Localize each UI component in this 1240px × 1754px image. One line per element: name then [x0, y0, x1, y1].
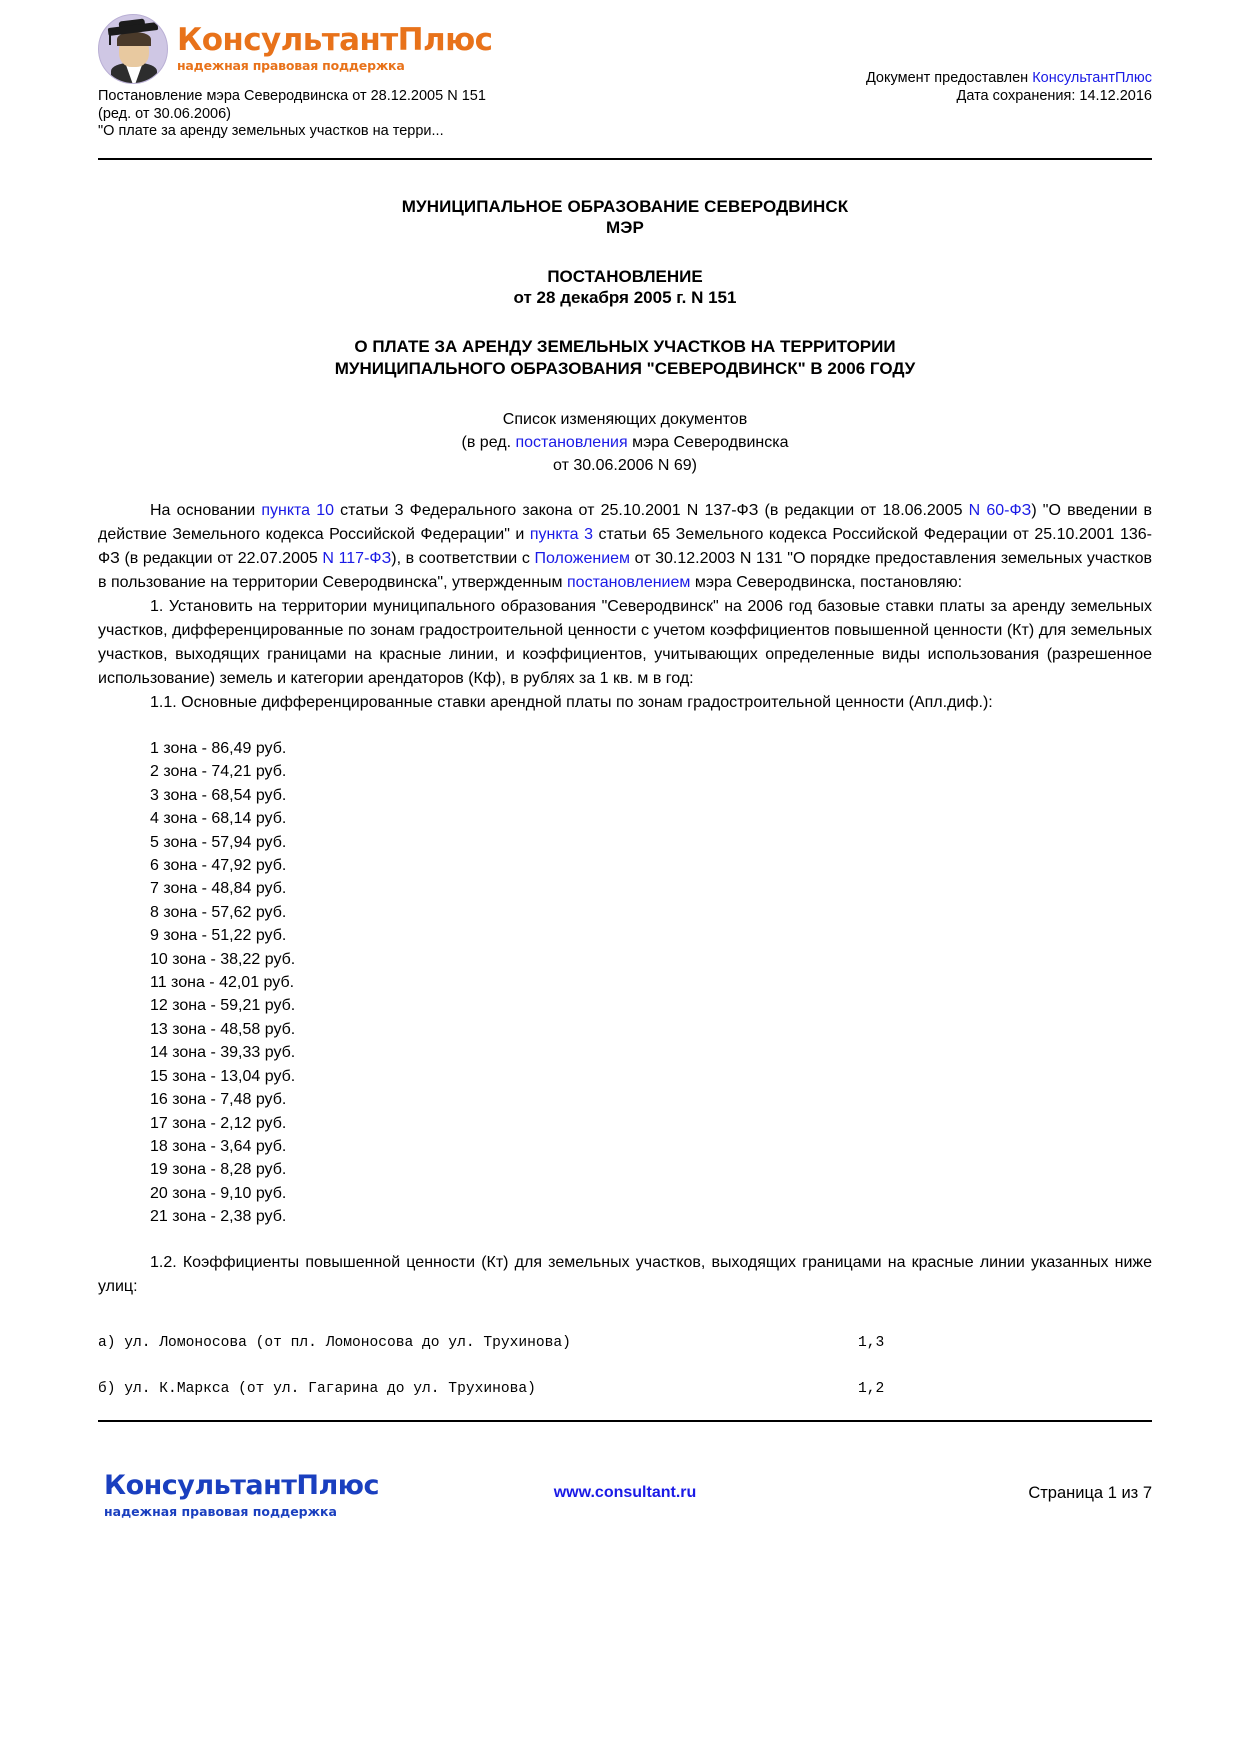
- consultant-plus-logo-icon: [98, 14, 168, 84]
- document-subject: [98, 336, 1152, 380]
- document-type: ПОСТАНОВЛЕНИЕ: [547, 267, 703, 286]
- document-reference: [98, 88, 718, 141]
- link-postanovleniem[interactable]: постановлением: [567, 574, 691, 591]
- zone-rate-item: 10 зона - 38,22 руб.: [150, 950, 296, 968]
- footer-divider: [98, 1420, 1152, 1422]
- link-punkta-3[interactable]: пункта 3: [529, 526, 593, 543]
- zone-rate-item: 9 зона - 51,22 руб.: [150, 927, 287, 945]
- changing-documents-block: [98, 408, 1152, 477]
- consultant-plus-logo: [98, 14, 718, 84]
- paragraph-item-1-1: 1.1. Основные дифференцированные ставки арендной платы по зонам градостроительной ценности (Апл.диф.):: [150, 694, 993, 711]
- coefficient-label: а) ул. Ломоносова (от пл. Ломоносова до ул. Трухинова): [98, 1334, 571, 1351]
- coefficient-label: б) ул. К.Маркса (от ул. Гагарина до ул. Трухинова): [98, 1380, 536, 1397]
- zone-rate-item: 11 зона - 42,01 руб.: [150, 974, 295, 992]
- zone-rate-item: 2 зона - 74,21 руб.: [150, 763, 287, 781]
- footer-logo: [104, 1470, 379, 1519]
- changing-documents-date: от 30.06.2006 N 69): [553, 457, 697, 474]
- zone-rate-item: 13 зона - 48,58 руб.: [150, 1020, 296, 1038]
- document-date: от 28 декабря 2005 г. N 151: [513, 288, 737, 307]
- header-left: [98, 14, 718, 141]
- edition-suffix: мэра Северодвинска: [627, 434, 789, 451]
- organization-name: МУНИЦИПАЛЬНОЕ ОБРАЗОВАНИЕ СЕВЕРОДВИНСК: [401, 197, 849, 216]
- zone-rate-item: 3 зона - 68,54 руб.: [150, 786, 287, 804]
- preamble-t7: мэра Северодвинска, постановляю:: [690, 574, 963, 591]
- footer-page-number: Страница 1 из 7: [1028, 1484, 1152, 1502]
- document-subject-line-2: МУНИЦИПАЛЬНОГО ОБРАЗОВАНИЯ "СЕВЕРОДВИНСК" В 2006 ГОДУ: [334, 359, 916, 378]
- provided-by-brand: КонсультантПлюс: [1032, 70, 1152, 86]
- link-punkta-10[interactable]: пункта 10: [261, 502, 335, 519]
- changing-documents-edition: [98, 431, 1152, 454]
- zone-rate-item: 7 зона - 48,84 руб.: [150, 880, 287, 898]
- preamble-t4: статьи 65 Земельного кодекса Российской Федерации от 25.10.2001 136-ФЗ (в редакции от 22.07.2005: [98, 526, 1152, 567]
- header-right: [866, 69, 1152, 105]
- zone-rate-item: 8 зона - 57,62 руб.: [150, 903, 287, 921]
- document-reference-line-2: (ред. от 30.06.2006): [98, 105, 231, 122]
- zone-rate-item: 18 зона - 3,64 руб.: [150, 1137, 287, 1155]
- zone-rate-item: 5 зона - 57,94 руб.: [150, 833, 287, 851]
- preamble-t1: На основании: [150, 502, 262, 519]
- paragraph-preamble: [98, 499, 1152, 595]
- zone-rate-item: 12 зона - 59,21 руб.: [150, 997, 296, 1015]
- coefficient-row: [98, 1379, 1152, 1399]
- document-content: [98, 196, 1152, 1425]
- page-footer: [98, 1470, 1152, 1540]
- footer-logo-title: КонсультантПлюс: [104, 1470, 380, 1501]
- zone-rates-list: [98, 737, 1152, 1229]
- document-subject-line-1: О ПЛАТЕ ЗА АРЕНДУ ЗЕМЕЛЬНЫХ УЧАСТКОВ НА ТЕРРИТОРИИ: [354, 337, 896, 356]
- zone-rate-item: 21 зона - 2,38 руб.: [150, 1208, 287, 1226]
- document-type-block: [98, 266, 1152, 308]
- zone-rate-item: 6 зона - 47,92 руб.: [150, 857, 287, 875]
- zone-rate-item: 16 зона - 7,48 руб.: [150, 1091, 287, 1109]
- logo-title: КонсультантПлюс: [177, 22, 493, 59]
- zone-rate-item: 4 зона - 68,14 руб.: [150, 810, 287, 828]
- preamble-t5: ), в соответствии с: [391, 550, 535, 567]
- changing-documents-heading: Список изменяющих документов: [502, 411, 748, 428]
- organization-role: МЭР: [606, 218, 644, 237]
- zone-rate-item: 20 зона - 9,10 руб.: [150, 1184, 287, 1202]
- zone-rate-item: 17 зона - 2,12 руб.: [150, 1114, 287, 1132]
- coefficients-list: [98, 1333, 1152, 1399]
- logo-subtitle: надежная правовая поддержка: [177, 58, 405, 74]
- document-reference-line-3: "О плате за аренду земельных участков на терри...: [98, 123, 444, 139]
- header-divider: [98, 158, 1152, 160]
- edition-prefix: (в ред.: [461, 434, 516, 451]
- preamble-t2: статьи 3 Федерального закона от 25.10.2001 N 137-ФЗ (в редакции от 18.06.2005: [334, 502, 969, 519]
- link-n-117-fz[interactable]: N 117-ФЗ: [322, 550, 392, 567]
- preamble-t6: от 30.12.2003 N 131 "О порядке предоставления земельных участков в пользование на территории Северодвинска", утвержденным: [98, 550, 1153, 591]
- organization-title: [98, 196, 1152, 238]
- preamble-t3: ) "О введении в действие Земельного кодекса Российской Федерации" и: [98, 502, 1153, 543]
- paragraph-item-1-2: 1.2. Коэффициенты повышенной ценности (Кт) для земельных участков, выходящих границами на красные линии указанных ниже улиц:: [98, 1253, 1152, 1295]
- link-postanovleniya[interactable]: постановления: [515, 434, 628, 451]
- logo-text: [177, 22, 493, 74]
- zone-rate-item: 19 зона - 8,28 руб.: [150, 1161, 287, 1179]
- zone-rate-item: 15 зона - 13,04 руб.: [150, 1067, 296, 1085]
- provided-by-label: Документ предоставлен: [865, 70, 1033, 86]
- provided-by-line: [866, 69, 1152, 87]
- link-n-60-fz[interactable]: N 60-ФЗ: [968, 502, 1032, 519]
- coefficient-value: 1,2: [858, 1380, 885, 1397]
- footer-website-link[interactable]: www.consultant.ru: [553, 1484, 697, 1501]
- saved-date: Дата сохранения: 14.12.2016: [956, 88, 1152, 104]
- link-polozheniem[interactable]: Положением: [534, 550, 631, 567]
- footer-logo-subtitle: надежная правовая поддержка: [104, 1504, 337, 1519]
- paragraph-item-1: 1. Установить на территории муниципального образования "Северодвинск" на 2006 год базовые ставки платы за аренду земельных участков, дифференцированные по зонам градостроительной ценности с учетом коэффициентов повышенной ценности (Кт) для земельных участков, выходящих границами на красные линии, и коэффициентов, учитывающих определенные виды использования (разрешенное использование) земель и категории арендаторов (Кф), в рублях за 1 кв. м в год:: [98, 598, 1152, 687]
- page-header: [0, 14, 1240, 154]
- document-reference-line-1: Постановление мэра Северодвинска от 28.12.2005 N 151: [98, 88, 486, 104]
- coefficient-value: 1,3: [858, 1334, 885, 1351]
- zone-rate-item: 14 зона - 39,33 руб.: [150, 1044, 296, 1062]
- zone-rate-item: 1 зона - 86,49 руб.: [150, 740, 287, 757]
- coefficient-row: [98, 1333, 1152, 1353]
